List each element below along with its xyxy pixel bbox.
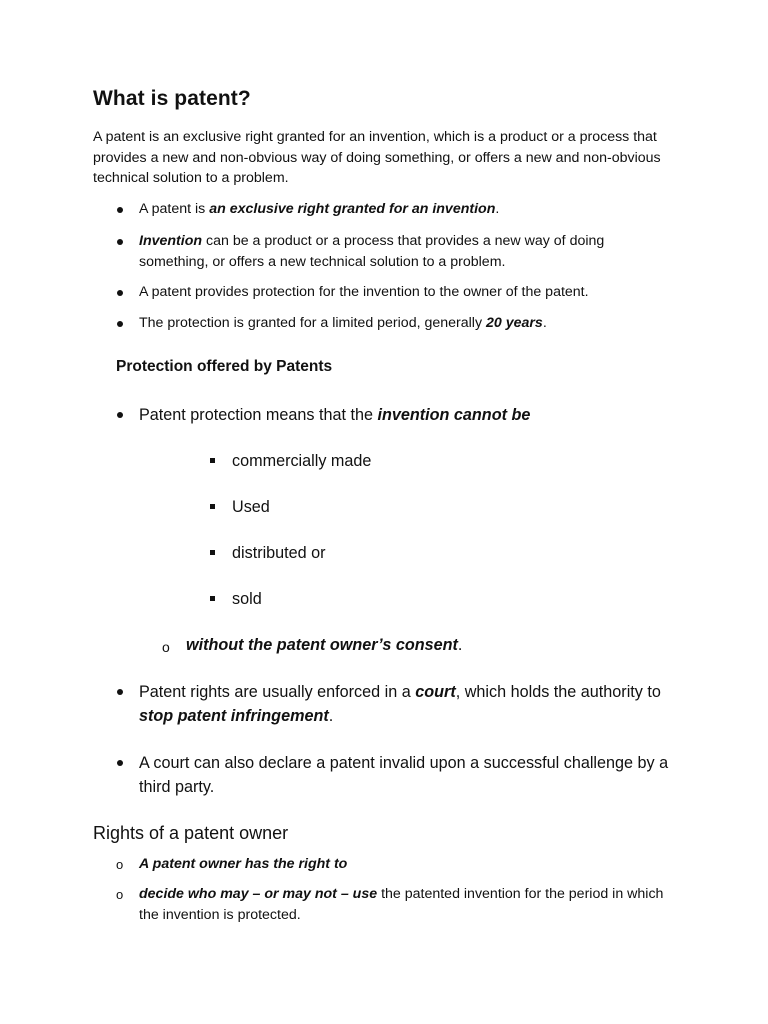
list-item-emphasis: stop patent infringement — [139, 707, 329, 725]
list-item-emphasis: 20 years — [486, 315, 543, 331]
sub-list-item: sold — [232, 590, 262, 608]
list-item-text: Patent rights are usually enforced in a — [139, 683, 416, 701]
list-item — [139, 231, 659, 272]
list-item-text: . — [542, 315, 547, 331]
list-item-text: , which holds the authority to — [455, 683, 661, 701]
bullet-icon — [117, 760, 123, 766]
list-item — [139, 282, 679, 303]
list-item-text: the patented invention for the period in which the invention is protected. — [139, 886, 664, 923]
bullet-icon — [117, 689, 123, 695]
list-item-emphasis: an exclusive right granted for an invention — [209, 201, 496, 217]
circle-bullet-icon: o — [162, 639, 170, 655]
bullet-icon — [117, 290, 123, 296]
list-item-text: . — [495, 201, 500, 217]
list-item-emphasis: decide who may – or may not – use — [139, 886, 378, 902]
list-item-text: . — [457, 636, 463, 654]
circle-bullet-icon: o — [116, 857, 124, 872]
protection-heading: Protection offered by Patents — [116, 358, 333, 375]
list-item-emphasis: court — [415, 683, 456, 701]
square-bullet-icon — [210, 550, 215, 555]
list-item — [139, 199, 679, 220]
square-bullet-icon — [210, 458, 215, 463]
list-item-text: Patent protection means that the — [139, 406, 378, 424]
square-bullet-icon — [210, 504, 215, 509]
bullet-icon — [117, 412, 123, 418]
list-item — [139, 680, 679, 728]
page-title: What is patent? — [93, 87, 251, 110]
circle-bullet-icon: o — [116, 887, 124, 902]
rights-heading: Rights of a patent owner — [93, 823, 289, 843]
square-bullet-icon — [210, 596, 215, 601]
sub-list-item: Used — [232, 498, 270, 516]
list-item-emphasis: without the patent owner’s consent — [186, 636, 458, 654]
list-item-text: The protection is granted for a limited period, generally — [139, 315, 486, 331]
list-item-text: A patent is — [139, 201, 210, 217]
sub-list-item: commercially made — [232, 452, 372, 470]
list-item: A court can also declare a patent invalid upon a successful challenge by a third party. — [139, 754, 669, 796]
bullet-icon — [117, 239, 123, 245]
sub-list-item: distributed or — [232, 544, 326, 562]
list-item-emphasis: A patent owner has the right to — [139, 856, 348, 872]
list-item-text: A patent provides protection for the invention to the owner of the patent. — [139, 284, 589, 300]
list-item-emphasis: invention cannot be — [377, 406, 531, 424]
list-item — [139, 313, 679, 334]
list-item-text: can be a product or a process that provides a new way of doing something, or offers a new technical solution to a problem. — [139, 233, 605, 270]
bullet-icon — [117, 207, 123, 213]
list-item — [139, 884, 669, 925]
list-item — [186, 633, 462, 657]
list-item-emphasis: Invention — [139, 233, 203, 249]
list-item — [139, 403, 699, 427]
bullet-icon — [117, 321, 123, 327]
intro-paragraph: A patent is an exclusive right granted for an invention, which is a product or a process that provides a new and non-obvious way of doing something, or offers a new and non-obvious technical solution to a problem. — [93, 129, 661, 187]
list-item — [139, 854, 347, 875]
list-item-text: . — [328, 707, 334, 725]
